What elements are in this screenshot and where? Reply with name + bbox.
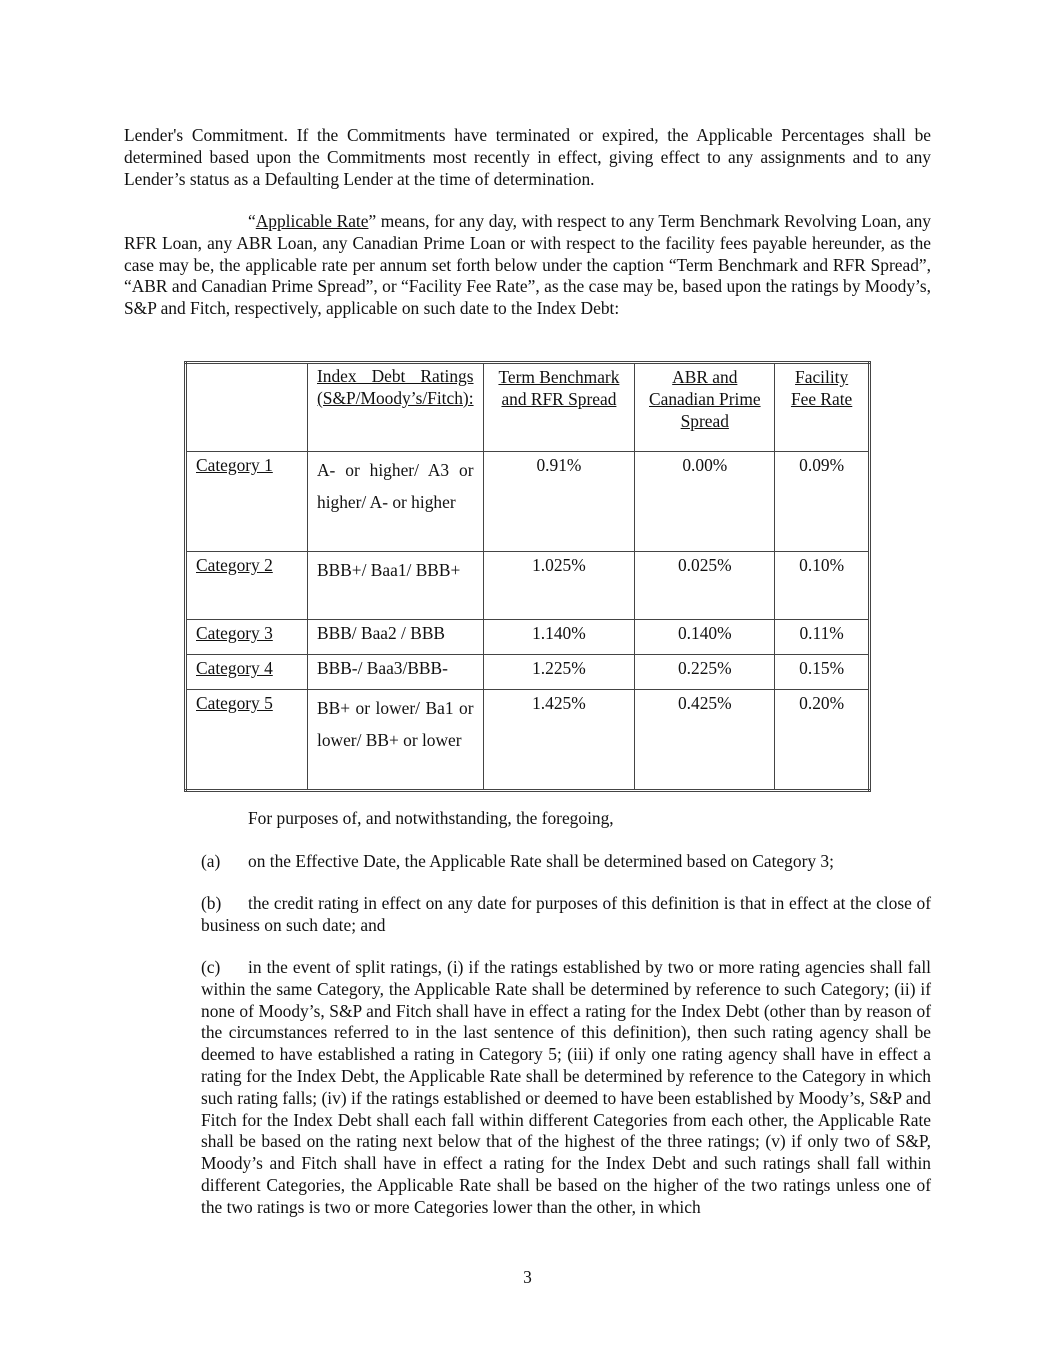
- table-row: [186, 655, 870, 690]
- facility-fee-cell: 0.20%: [775, 690, 870, 791]
- term-spread-cell: 1.425%: [483, 690, 635, 791]
- header-term-benchmark: Term Benchmark and RFR Spread: [483, 363, 635, 452]
- item-label: (a): [201, 851, 221, 871]
- facility-fee-cell: 0.15%: [775, 655, 870, 690]
- item-text: in the event of split ratings, (i) if the ratings established by two or more rating agencies shall fall within the same Category, the Applicable Rate shall be determined by reference to such Category; (ii) if none of Moody’s, S&P and Fitch shall have in effect a rating for the Index Debt (other than by reason of the circumstances referred to in the last sentence of this definition), then such rating agency shall be deemed to have established a rating in Category 5; (iii) if only one rating agency shall have in effect a rating for the Index Debt, the Applicable Rate shall be determined by reference to the Category in which such rating falls; (iv) if the ratings established or deemed to have been established by Moody’s, S&P and Fitch for the Index Debt shall each fall within different Categories from each other, the Applicable Rate shall be based on the rating next below that of the highest of the three ratings; (v) if only two of S&P, Moody’s and Fitch shall have in effect a rating for the Index Debt and such ratings shall fall within different Categories, the Applicable Rate shall be based on the higher of the two ratings unless one of the two ratings is two or more Categories lower than the other, in which: [201, 957, 931, 1217]
- abr-spread-cell: 0.025%: [635, 552, 775, 620]
- table-row: [186, 552, 870, 620]
- table-header-row: [186, 363, 870, 452]
- ratings-cell: BBB+/ Baa1/ BBB+: [308, 552, 484, 620]
- category-cell: Category 5: [186, 690, 308, 791]
- list-item-c: [201, 957, 931, 1219]
- header-index-debt: Index Debt Ratings (S&P/Moody’s/Fitch):: [308, 363, 484, 452]
- defined-term: Applicable Rate: [255, 211, 369, 231]
- applicable-rate-definition: [124, 211, 931, 320]
- item-text: the credit rating in effect on any date for purposes of this definition is that in effect at the close of business on such date; and: [201, 893, 931, 935]
- page-number: 3: [523, 1267, 532, 1287]
- abr-spread-cell: 0.425%: [635, 690, 775, 791]
- list-item-a: [201, 851, 931, 873]
- category-cell: Category 4: [186, 655, 308, 690]
- header-facility-fee: Facility Fee Rate: [775, 363, 870, 452]
- category-cell: Category 3: [186, 620, 308, 655]
- table-row: [186, 620, 870, 655]
- applicable-rate-table: [184, 361, 871, 792]
- facility-fee-cell: 0.09%: [775, 452, 870, 552]
- term-spread-cell: 1.140%: [483, 620, 635, 655]
- item-label: (b): [201, 893, 222, 913]
- facility-fee-cell: 0.10%: [775, 552, 870, 620]
- abr-spread-cell: 0.00%: [635, 452, 775, 552]
- term-spread-cell: 1.025%: [483, 552, 635, 620]
- facility-fee-cell: 0.11%: [775, 620, 870, 655]
- term-spread-cell: 0.91%: [483, 452, 635, 552]
- item-text: on the Effective Date, the Applicable Rate shall be determined based on Category 3;: [248, 851, 834, 871]
- item-label: (c): [201, 957, 221, 977]
- header-blank-cell: [186, 363, 308, 452]
- purposes-intro: For purposes of, and notwithstanding, the foregoing,: [248, 808, 614, 828]
- abr-spread-cell: 0.140%: [635, 620, 775, 655]
- ratings-cell: BB+ or lower/ Ba1 or lower/ BB+ or lower: [308, 690, 484, 791]
- definition-text: ” means, for any day, with respect to any Term Benchmark Revolving Loan, any RFR Loan, any ABR Loan, any Canadian Prime Loan or with respect to the facility fees payable hereunder, as the case may be, the applicable rate per annum set forth below under the caption “Term Benchmark and RFR Spread”, “ABR and Canadian Prime Spread”, or “Facility Fee Rate”, as the case may be, based upon the ratings by Moody’s, S&P and Fitch, respectively, applicable on such date to the Index Debt:: [124, 211, 931, 319]
- open-quote: “: [248, 211, 256, 231]
- table-row: [186, 690, 870, 791]
- term-spread-cell: 1.225%: [483, 655, 635, 690]
- category-cell: Category 1: [186, 452, 308, 552]
- ratings-cell: BBB-/ Baa3/BBB-: [308, 655, 484, 690]
- ratings-cell: A- or higher/ A3 or higher/ A- or higher: [308, 452, 484, 552]
- header-abr-canadian: ABR and Canadian Prime Spread: [635, 363, 775, 452]
- intro-paragraph: Lender's Commitment. If the Commitments have terminated or expired, the Applicable Percentages shall be determined based upon the Commitments most recently in effect, giving effect to any assignments and to any Lender’s status as a Defaulting Lender at the time of determination.: [124, 125, 931, 189]
- list-item-b: [201, 893, 931, 937]
- category-cell: Category 2: [186, 552, 308, 620]
- abr-spread-cell: 0.225%: [635, 655, 775, 690]
- ratings-cell: BBB/ Baa2 / BBB: [308, 620, 484, 655]
- table-row: [186, 452, 870, 552]
